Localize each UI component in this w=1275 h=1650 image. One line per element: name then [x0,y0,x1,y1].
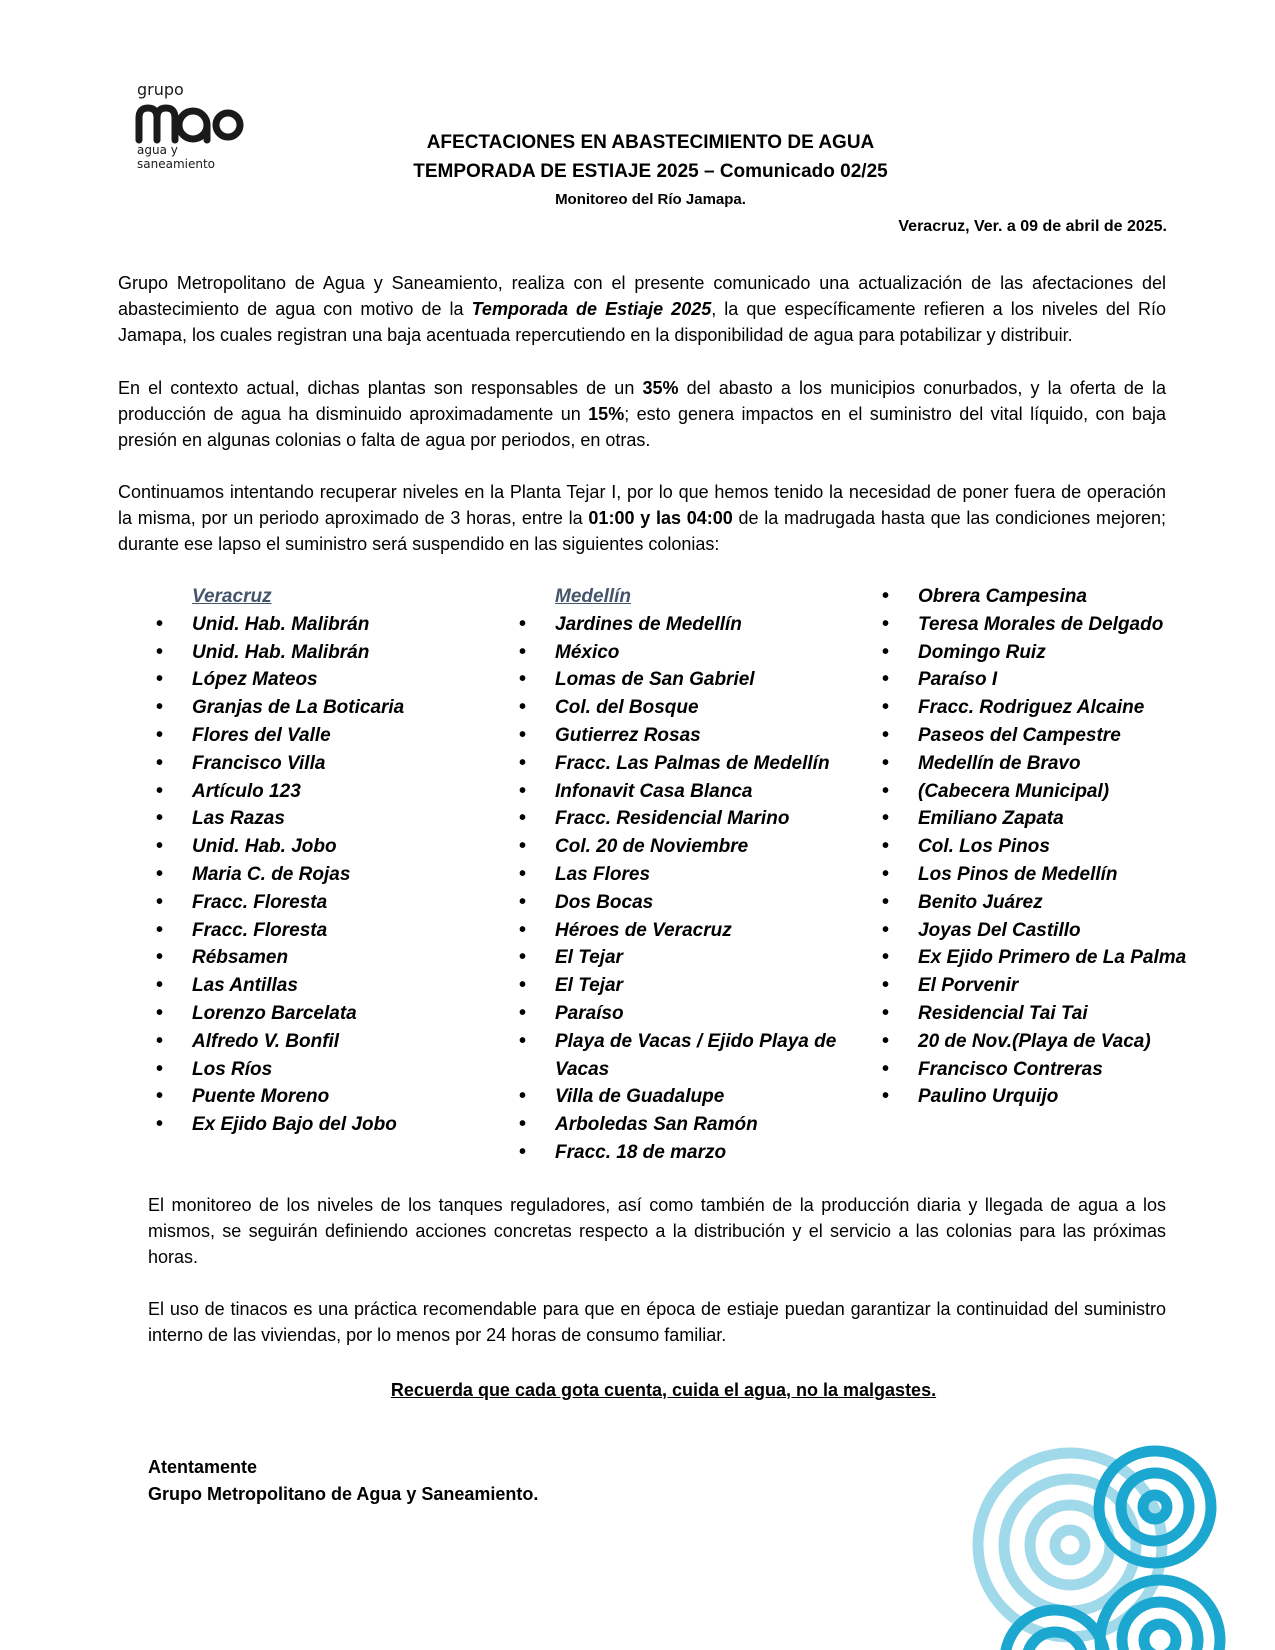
logo-line1: agua y [137,143,178,157]
colonia-item: • 20 de Nov.(Playa de Vaca) [878,1028,1208,1056]
colonia-item: • Col. 20 de Noviembre [515,833,845,861]
text-run: del abasto a los municipios conurbados, y la oferta de la producción de agua ha disminuido aproximadamente un [118,378,1166,424]
colonia-item: • Las Flores [515,861,845,889]
decorative-circles-icon [960,1445,1275,1650]
paragraph-tinacos: El uso de tinacos es una práctica recomendable para que en época de estiaje puedan garantizar la continuidad del suministro interno de las viviendas, por lo menos por 24 horas de consumo familiar. [148,1299,1166,1345]
document-topic: Monitoreo del Río Jamapa. [555,191,746,208]
paragraph-intro [118,270,1166,348]
logo-line2: saneamiento [137,157,216,171]
paragraph-monitoring: El monitoreo de los niveles de los tanques reguladores, así como también de la producción diaria y llegada de agua a los mismos, se seguirán definiendo acciones concretas respecto a la distribución y el servicio a las colonias para las próximas horas. [148,1195,1166,1267]
slogan: Recuerda que cada gota cuenta, cuida el agua, no la malgastes. [390,1380,937,1400]
colonia-item: • Las Antillas [152,972,492,1000]
colonia-item: • Fracc. Floresta [152,889,492,917]
colonia-item: • Paraíso I [878,666,1208,694]
colonia-item: • Arboledas San Ramón [515,1111,845,1139]
logo-top-text: grupo [137,80,184,99]
colonia-item: • (Cabecera Municipal) [878,778,1208,806]
colonia-item: • Ex Ejido Bajo del Jobo [152,1111,492,1139]
document-subtitle: TEMPORADA DE ESTIAJE 2025 – Comunicado 02/25 [413,161,888,182]
medellin-column [515,583,845,1167]
colonia-item: • México [515,639,845,667]
colonia-item: • Fracc. Floresta [152,917,492,945]
colonia-item: • Francisco Contreras [878,1056,1208,1084]
colonia-item: • El Porvenir [878,972,1208,1000]
colonia-item: • Paulino Urquijo [878,1083,1208,1111]
colonia-item: • Lomas de San Gabriel [515,666,845,694]
document-title: AFECTACIONES EN ABASTECIMIENTO DE AGUA [426,132,875,153]
colonia-item: • Teresa Morales de Delgado [878,611,1208,639]
colonia-item: • Col. del Bosque [515,694,845,722]
colonia-item: • El Tejar [515,944,845,972]
colonia-item: • Fracc. 18 de marzo [515,1139,845,1167]
colonia-item: • Unid. Hab. Jobo [152,833,492,861]
medellin-heading: Medellín [555,586,632,607]
colonia-item: • El Tejar [515,972,845,1000]
medellin-list [515,611,845,1167]
colonia-item: • Joyas Del Castillo [878,917,1208,945]
colonia-item: • Héroes de Veracruz [515,917,845,945]
colonia-item: • Paseos del Campestre [878,722,1208,750]
paragraph-suspension [118,479,1166,557]
text-run: Continuamos intentando recuperar niveles en la Planta Tejar I, por lo que hemos tenido la necesidad de poner fuera de operación la misma, por un periodo aproximado de 3 horas, entre la [118,482,1166,528]
paragraph-context [118,375,1166,453]
colonia-item: • Col. Los Pinos [878,833,1208,861]
colonia-item: • Fracc. Las Palmas de Medellín [515,750,845,778]
colonia-item: • Los Ríos [152,1056,492,1084]
colonia-item: • Unid. Hab. Malibrán [152,611,492,639]
colonia-item: • Playa de Vacas / Ejido Playa de Vacas [515,1028,845,1084]
colonia-item: • Residencial Tai Tai [878,1000,1208,1028]
colonia-item: • Unid. Hab. Malibrán [152,639,492,667]
colonia-item: • Obrera Campesina [878,583,1208,611]
colonia-item: • Puente Moreno [152,1083,492,1111]
percentage-35: 35% [642,378,679,398]
document-date: Veracruz, Ver. a 09 de abril de 2025. [898,218,1167,235]
colonia-item: • Dos Bocas [515,889,845,917]
colonia-item: • Infonavit Casa Blanca [515,778,845,806]
colonia-item: • Artículo 123 [152,778,492,806]
percentage-15: 15% [588,404,625,424]
colonia-item: • Los Pinos de Medellín [878,861,1208,889]
emphasis-text: Temporada de Estiaje 2025 [471,299,712,319]
colonia-item: • Fracc. Rodriguez Alcaine [878,694,1208,722]
third-column [878,583,1208,1111]
text-run: En el contexto actual, dichas plantas son responsables de un [118,378,643,398]
colonia-item: • Fracc. Residencial Marino [515,805,845,833]
colonia-item: • Emiliano Zapata [878,805,1208,833]
colonia-item: • Rébsamen [152,944,492,972]
colonia-item: • Lorenzo Barcelata [152,1000,492,1028]
colonia-item: • Francisco Villa [152,750,492,778]
colonia-item: • Alfredo V. Bonfil [152,1028,492,1056]
signature: Grupo Metropolitano de Agua y Saneamiento. [148,1484,539,1504]
veracruz-list [152,611,492,1139]
closing: Atentamente [148,1457,258,1477]
colonia-item: • Las Razas [152,805,492,833]
veracruz-column [152,583,492,1139]
time-range: 01:00 y las 04:00 [588,508,733,528]
colonia-item: • Paraíso [515,1000,845,1028]
veracruz-heading: Veracruz [192,586,272,607]
colonia-item: • Domingo Ruiz [878,639,1208,667]
colonia-item: • Benito Juárez [878,889,1208,917]
colonia-item: • Villa de Guadalupe [515,1083,845,1111]
colonia-item: • López Mateos [152,666,492,694]
third-list [878,583,1208,1111]
text-run: , la que específicamente refieren a los niveles del Río Jamapa, los cuales registran una baja acentuada repercutiendo en la disponibilidad de agua para potabilizar y distribuir. [118,299,1166,345]
colonia-item: • Medellín de Bravo [878,750,1208,778]
text-run: Grupo Metropolitano de Agua y Saneamiento, realiza con el presente comunicado una actualización de las afectaciones del abastecimiento de agua con motivo de la [118,273,1166,319]
colonia-item: • Flores del Valle [152,722,492,750]
colonia-item: • Gutierrez Rosas [515,722,845,750]
colonia-item: • Ex Ejido Primero de La Palma [878,944,1208,972]
text-run: de la madrugada hasta que las condiciones mejoren; durante ese lapso el suministro será suspendido en las siguientes colonias: [118,508,1166,554]
colonia-item: • Jardines de Medellín [515,611,845,639]
colonia-item: • Granjas de La Boticaria [152,694,492,722]
text-run: ; esto genera impactos en el suministro del vital líquido, con baja presión en algunas colonias o falta de agua por periodos, en otras. [118,404,1166,450]
colonia-item: • Maria C. de Rojas [152,861,492,889]
